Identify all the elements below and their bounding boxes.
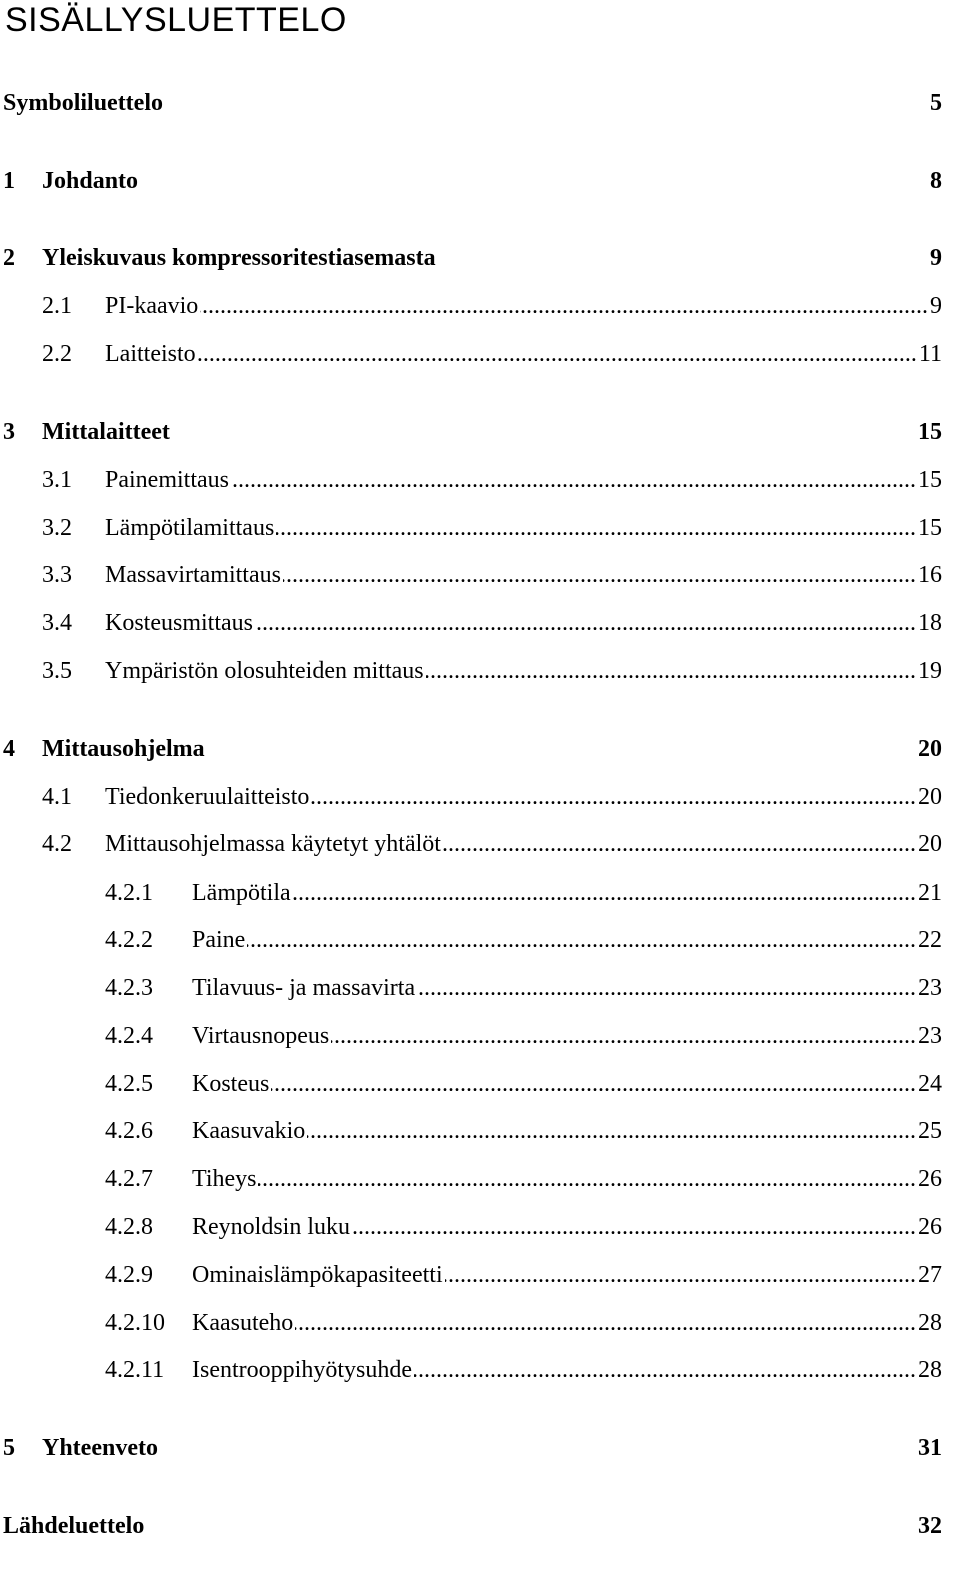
dot-leader (445, 1258, 916, 1292)
toc-entry[interactable] (0, 654, 960, 688)
toc-entry-number: 4.2.1 (105, 880, 153, 906)
toc-entry[interactable] (0, 241, 960, 275)
toc-entry-number: 5 (3, 1435, 15, 1461)
toc-entry-page-number: 19 (918, 658, 942, 684)
toc-entry-page-number: 28 (918, 1357, 942, 1383)
toc-entry-number: 3.2 (42, 515, 72, 541)
dot-leader (255, 606, 916, 640)
toc-entry[interactable] (0, 511, 960, 545)
dot-leader (247, 923, 916, 957)
toc-entry-page-number: 23 (918, 975, 942, 1001)
toc-entry-number: 4.2.5 (105, 1071, 153, 1097)
toc-entry-page-number: 15 (918, 515, 942, 541)
toc-entry-label: PI-kaavio (105, 293, 199, 319)
dot-leader (307, 1114, 916, 1148)
toc-entry-number: 4.2 (42, 831, 72, 857)
toc-entry-label: Mittalaitteet (42, 419, 170, 445)
toc-entry[interactable] (0, 1353, 960, 1387)
toc-entry[interactable] (0, 1306, 960, 1340)
toc-entry-page-number: 15 (918, 467, 942, 493)
toc-entry-label: Reynoldsin luku (192, 1214, 351, 1240)
toc-entry-page-number: 9 (930, 245, 942, 271)
toc-entry-label: Virtausnopeus (192, 1023, 330, 1049)
toc-entry-page-number: 9 (930, 293, 942, 319)
toc-entry-page-number: 22 (918, 927, 942, 953)
toc-entry[interactable] (0, 923, 960, 957)
toc-entry-label: Laitteisto (105, 341, 196, 367)
toc-entry-page-number: 32 (918, 1513, 942, 1539)
toc-entry-page-number: 27 (918, 1262, 942, 1288)
toc-entry-label: Lämpötilamittaus (105, 515, 275, 541)
dot-leader (295, 1306, 916, 1340)
toc-entry-number: 4.2.11 (105, 1357, 165, 1383)
toc-entry-number: 4.2.4 (105, 1023, 153, 1049)
toc-entry-label: Johdanto (42, 168, 139, 194)
toc-entry-page-number: 11 (918, 341, 942, 367)
toc-entry-label: Painemittaus (105, 467, 229, 493)
toc-entry[interactable] (0, 971, 960, 1005)
toc-entry-page-number: 31 (918, 1435, 942, 1461)
toc-entry-page-number: 24 (918, 1071, 942, 1097)
toc-entry-number: 4.1 (42, 784, 72, 810)
toc-entry-page-number: 26 (918, 1214, 942, 1240)
toc-entry-label: Paine (192, 927, 246, 953)
toc-entry-number: 3.1 (42, 467, 72, 493)
toc-entry-number: 4.2.8 (105, 1214, 153, 1240)
toc-entry[interactable] (0, 1162, 960, 1196)
toc-entry[interactable] (0, 1210, 960, 1244)
toc-entry-number: 4.2.6 (105, 1118, 153, 1144)
toc-entry-page-number: 20 (918, 784, 942, 810)
toc-entry-number: 3.5 (42, 658, 72, 684)
toc-entry-page-number: 8 (930, 168, 942, 194)
toc-entry-page-number: 25 (918, 1118, 942, 1144)
toc-entry-label: Kosteus (192, 1071, 270, 1097)
toc-entry-page-number: 21 (918, 880, 942, 906)
dot-leader (271, 1067, 916, 1101)
toc-entry[interactable] (0, 463, 960, 497)
toc-entry[interactable] (0, 1258, 960, 1292)
toc-entry-label: Tilavuus- ja massavirta (192, 975, 416, 1001)
toc-entry-number: 4.2.2 (105, 927, 153, 953)
toc-entry-page-number: 23 (918, 1023, 942, 1049)
toc-entry[interactable] (0, 415, 960, 449)
toc-entry-label: Yleiskuvaus kompressoritestiasemasta (42, 245, 436, 271)
toc-entry[interactable] (0, 876, 960, 910)
toc-entry[interactable] (0, 827, 960, 861)
toc-entry-label: Mittausohjelmassa käytetyt yhtälöt (105, 831, 441, 857)
toc-entry-label: Kaasuteho (192, 1310, 294, 1336)
toc-entry-number: 4.2.3 (105, 975, 153, 1001)
toc-entry-label: Lähdeluettelo (3, 1513, 145, 1539)
toc-entry-label: Tiheys (192, 1166, 257, 1192)
toc-entry[interactable] (0, 1431, 960, 1465)
toc-entry[interactable] (0, 732, 960, 766)
toc-entry-number: 3.4 (42, 610, 72, 636)
toc-entry-page-number: 20 (918, 831, 942, 857)
dot-leader (352, 1210, 916, 1244)
toc-entry-page-number: 18 (918, 610, 942, 636)
toc-entry-number: 4 (3, 736, 15, 762)
page-title: SISÄLLYSLUETTELO (5, 1, 347, 39)
dot-leader (198, 337, 917, 371)
toc-entry-page-number: 28 (918, 1310, 942, 1336)
toc-entry-label: Mittausohjelma (42, 736, 205, 762)
toc-entry-label: Ympäristön olosuhteiden mittaus (105, 658, 424, 684)
toc-entry-page-number: 20 (918, 736, 942, 762)
toc-entry[interactable] (0, 606, 960, 640)
toc-entry-page-number: 16 (918, 562, 942, 588)
dot-leader (443, 827, 916, 861)
toc-entry[interactable] (0, 1509, 960, 1543)
toc-entry[interactable] (0, 337, 960, 371)
toc-entry[interactable] (0, 164, 960, 198)
toc-entry[interactable] (0, 780, 960, 814)
toc-entry-label: Kaasuvakio (192, 1118, 306, 1144)
toc-entry-label: Massavirtamittaus (105, 562, 281, 588)
dot-leader (276, 511, 916, 545)
toc-entry-number: 4.2.7 (105, 1166, 153, 1192)
toc-entry-number: 2.2 (42, 341, 72, 367)
dot-leader (200, 289, 928, 323)
dot-leader (426, 654, 916, 688)
toc-entry-number: 4.2.9 (105, 1262, 153, 1288)
toc-entry-number: 3.3 (42, 562, 72, 588)
toc-entry[interactable] (0, 558, 960, 592)
toc-entry-page-number: 26 (918, 1166, 942, 1192)
toc-entry-number: 2 (3, 245, 15, 271)
dot-leader (293, 876, 916, 910)
toc-entry-page-number: 5 (930, 90, 942, 116)
toc-entry[interactable] (0, 1114, 960, 1148)
toc-entry[interactable] (0, 1067, 960, 1101)
toc-entry-number: 4.2.10 (105, 1310, 165, 1336)
toc-entry-label: Ominaislämpökapasiteetti (192, 1262, 443, 1288)
toc-entry-number: 2.1 (42, 293, 72, 319)
toc-entry-label: Tiedonkeruulaitteisto (105, 784, 310, 810)
toc-entry-label: Symboliluettelo (3, 90, 163, 116)
toc-entry-label: Kosteusmittaus (105, 610, 253, 636)
toc-entry-number: 1 (3, 168, 15, 194)
toc-entry-number: 3 (3, 419, 15, 445)
dot-leader (331, 1019, 916, 1053)
toc-entry-label: Yhteenveto (42, 1435, 158, 1461)
toc-entry[interactable] (0, 86, 960, 120)
dot-leader (258, 1162, 916, 1196)
toc-entry-label: Isentrooppihyötysuhde (192, 1357, 412, 1383)
toc-entry-page-number: 15 (918, 419, 942, 445)
toc-entry-label: Lämpötila (192, 880, 291, 906)
dot-leader (311, 780, 916, 814)
dot-leader (231, 463, 916, 497)
toc-entry[interactable] (0, 289, 960, 323)
dot-leader (414, 1353, 916, 1387)
dot-leader (417, 971, 916, 1005)
dot-leader (283, 558, 916, 592)
toc-entry[interactable] (0, 1019, 960, 1053)
